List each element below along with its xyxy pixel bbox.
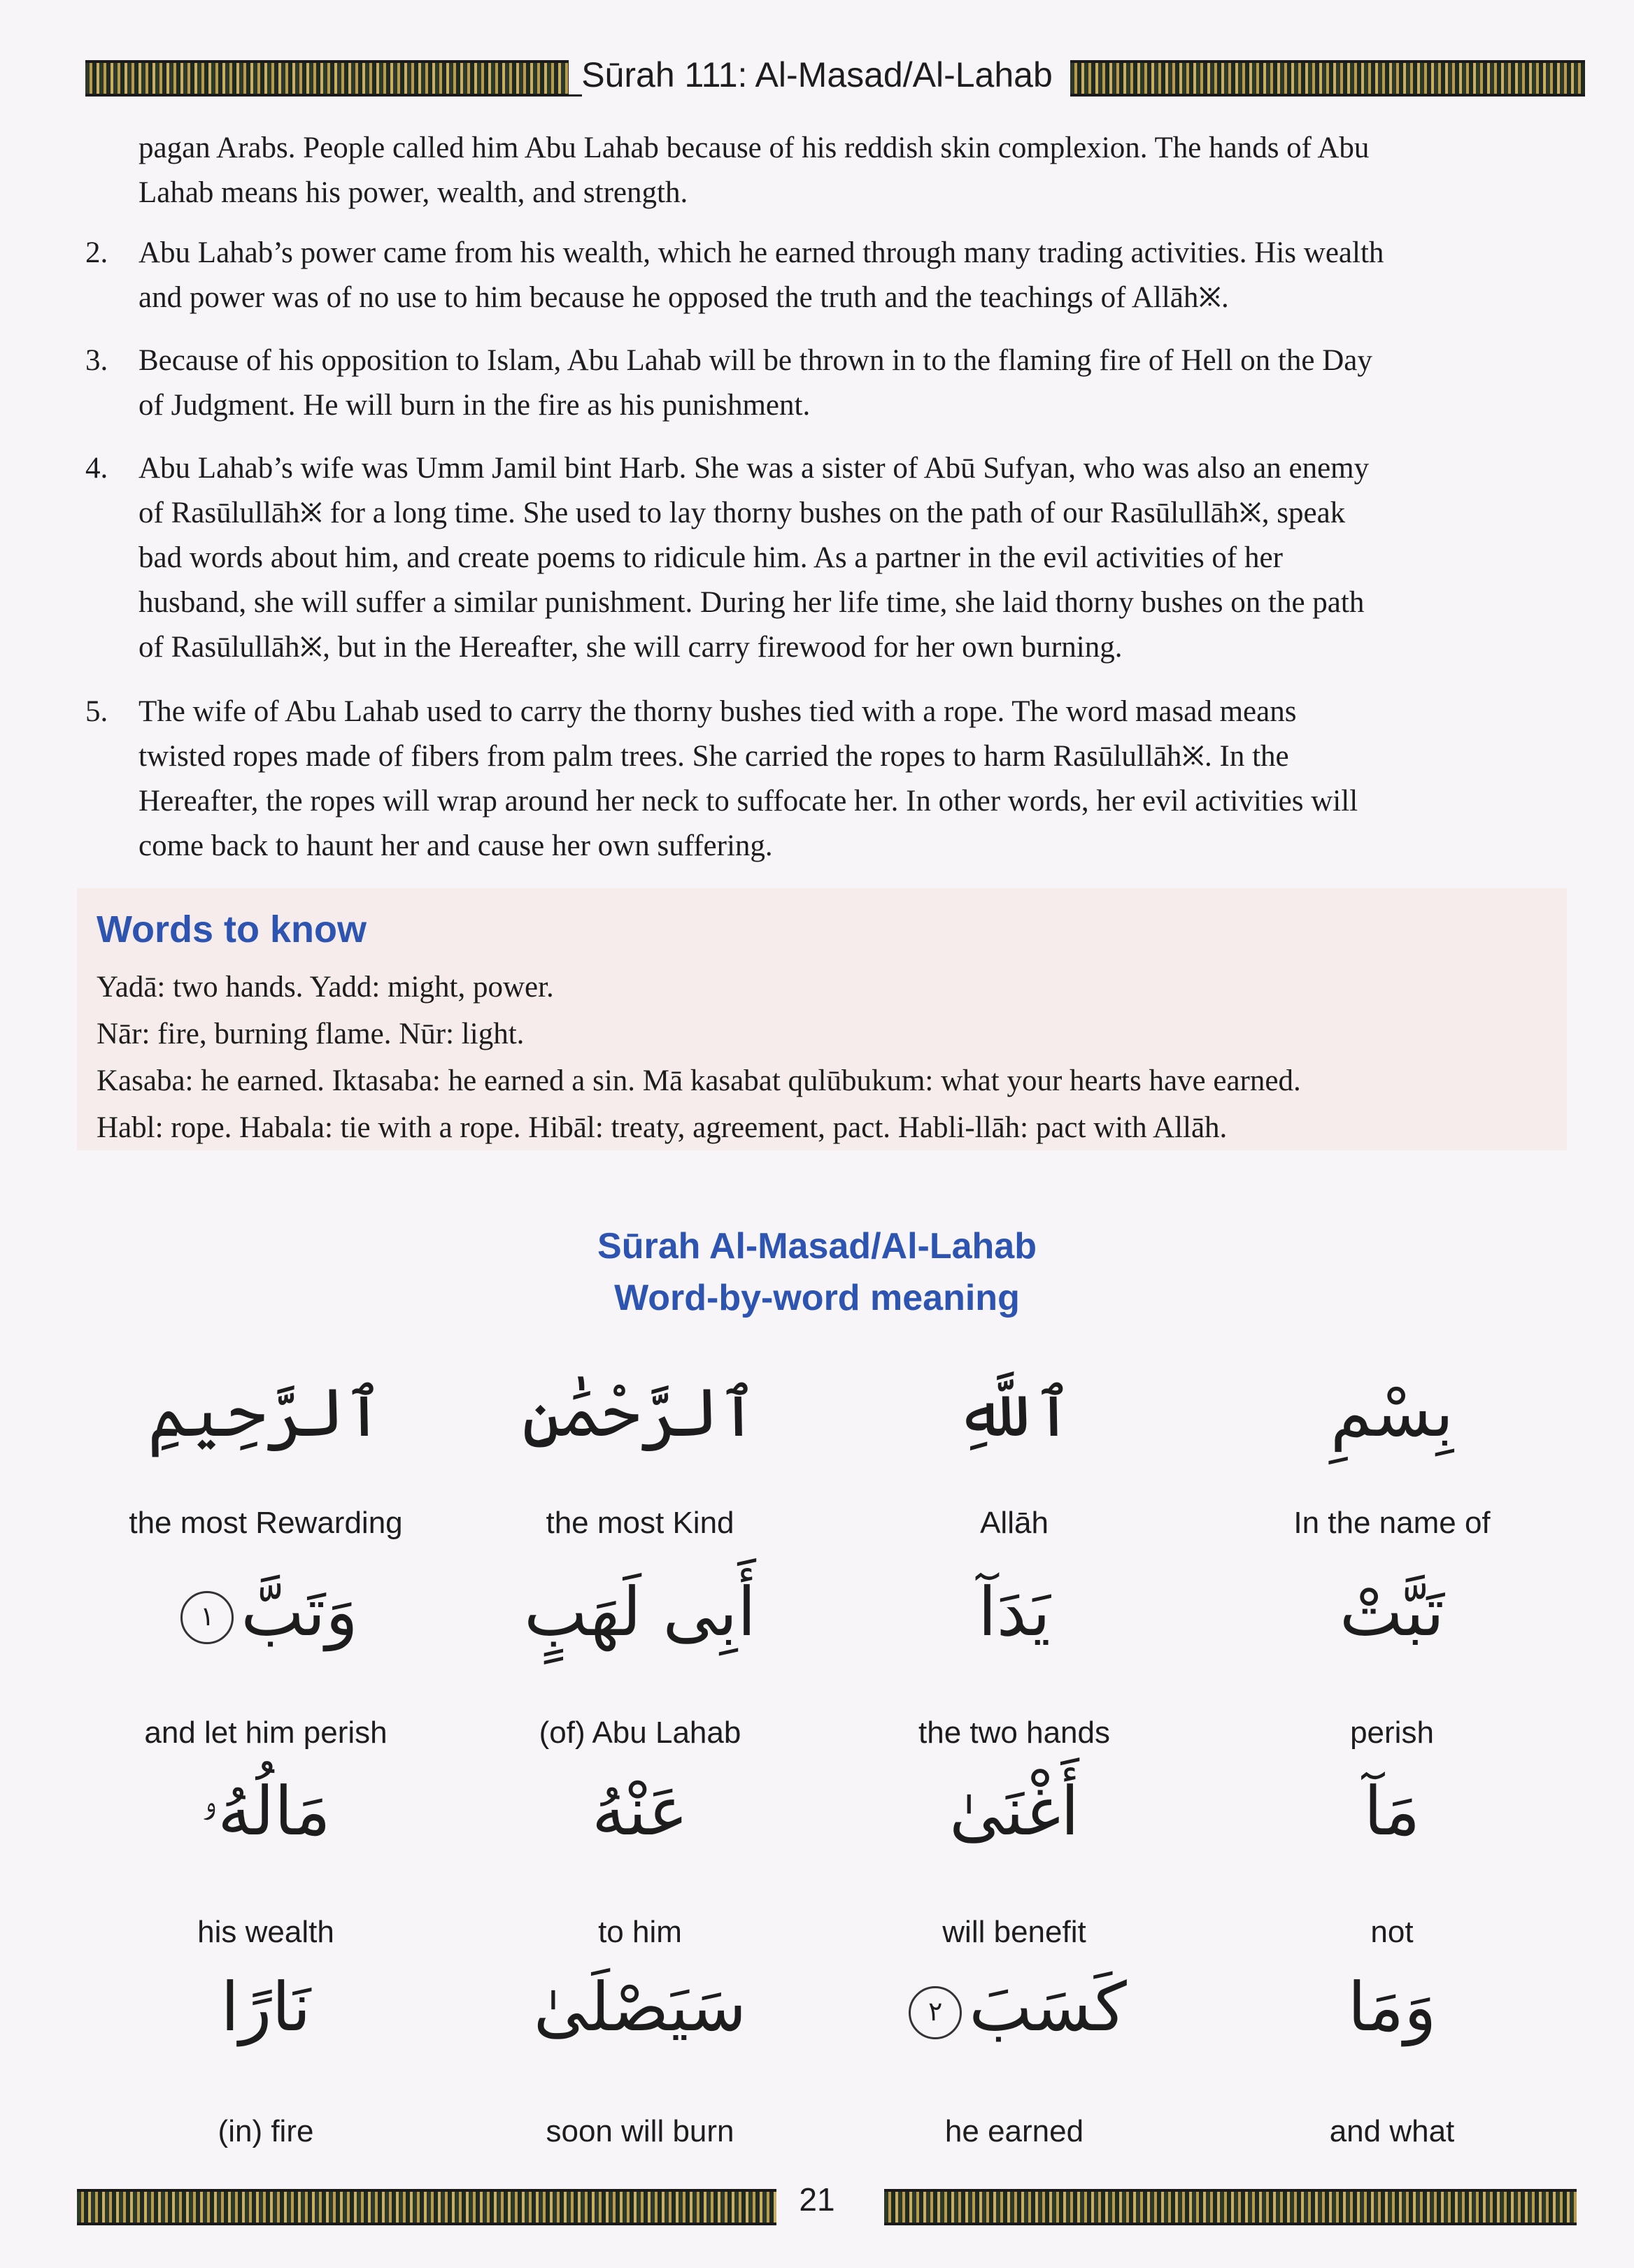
arabic-word-text: أَغْنَىٰ	[949, 1772, 1079, 1850]
explanation-line: and power was of no use to him because he opposed the truth and the teachings of Allāh྿.	[138, 281, 1229, 314]
english-meaning: perish	[1350, 1716, 1434, 1750]
english-meaning: to him	[598, 1915, 682, 1949]
wbw-title-meaning: Word-by-word meaning	[614, 1278, 1020, 1318]
words-to-know-line: Nār: fire, burning flame. Nūr: light.	[97, 1018, 525, 1050]
english-meaning: and what	[1329, 2114, 1455, 2148]
words-to-know-title: Words to know	[97, 908, 367, 950]
arabic-word-text: أَبِى لَهَبٍ	[524, 1573, 756, 1651]
list-number: 3.	[85, 344, 108, 377]
arabic-word-text: عَنْهُ	[592, 1772, 688, 1850]
english-meaning: not	[1370, 1915, 1414, 1949]
english-meaning: In the name of	[1293, 1506, 1491, 1540]
english-meaning: (in) fire	[218, 2114, 314, 2148]
explanation-line: Abu Lahab’s power came from his wealth, which he earned through many trading activities. His wealth	[138, 236, 1384, 269]
list-number: 5.	[85, 695, 108, 728]
explanation-line: of Rasūlullāh྿, but in the Hereafter, she will carry firewood for her own burning.	[138, 631, 1123, 664]
arabic-word-text: تَبَّتْ	[1340, 1573, 1444, 1651]
arabic-word-text: ٱلرَّحْمَٰنِ	[522, 1374, 758, 1452]
words-to-know-line: Habl: rope. Habala: tie with a rope. Hibāl: treaty, agreement, pact. Habli-llāh: pact with Allāh.	[97, 1111, 1228, 1144]
explanation-line: Lahab means his power, wealth, and strength.	[138, 176, 688, 209]
english-meaning: the most Rewarding	[129, 1506, 403, 1540]
arabic-word	[1210, 1570, 1574, 1654]
english-meaning: Allāh	[980, 1506, 1049, 1540]
arabic-word	[832, 1769, 1196, 1853]
arabic-word	[458, 1570, 822, 1654]
arabic-word-text: كَسَبَ	[969, 1968, 1127, 2046]
arabic-word-text: سَيَصْلَىٰ	[533, 1968, 747, 2046]
explanation-line: Abu Lahab’s wife was Umm Jamil bint Harb. She was a sister of Abū Sufyan, who was also an enemy	[138, 452, 1370, 485]
english-meaning: his wealth	[197, 1915, 334, 1949]
explanation-line: husband, she will suffer a similar punishment. During her life time, she laid thorny bushes on the path	[138, 586, 1365, 619]
english-meaning: the most Kind	[546, 1506, 734, 1540]
explanation-line: The wife of Abu Lahab used to carry the thorny bushes tied with a rope. The word masad means	[138, 695, 1297, 728]
arabic-word-text: مَالُهُۥ	[201, 1772, 331, 1850]
list-number: 4.	[85, 452, 108, 485]
ayah-number-marker: ١	[180, 1591, 234, 1644]
explanation-line: bad words about him, and create poems to ridicule him. As a partner in the evil activities of her	[138, 541, 1283, 574]
arabic-word-text: بِسْمِ	[1330, 1374, 1454, 1452]
arabic-word	[832, 1570, 1196, 1654]
arabic-word-text: يَدَآ	[978, 1573, 1051, 1651]
arabic-word	[84, 1371, 448, 1455]
words-to-know-line: Kasaba: he earned. Iktasaba: he earned a sin. Mā kasabat qulūbukum: what your hearts have earned.	[97, 1064, 1301, 1097]
arabic-word-text: ٱلرَّحِيمِ	[148, 1374, 384, 1452]
explanation-line: pagan Arabs. People called him Abu Lahab because of his reddish skin complexion. The hands of Abu	[138, 131, 1370, 164]
page-number: 21	[799, 2181, 835, 2218]
arabic-word	[1210, 1371, 1574, 1455]
arabic-word	[1210, 1965, 1574, 2049]
english-meaning: will benefit	[942, 1915, 1086, 1949]
arabic-word	[84, 1570, 448, 1654]
wbw-title-surah: Sūrah Al-Masad/Al-Lahab	[597, 1226, 1037, 1267]
ayah-number-marker: ٢	[909, 1986, 962, 2039]
arabic-word	[832, 1371, 1196, 1455]
explanation-line: come back to haunt her and cause her own suffering.	[138, 829, 773, 862]
english-meaning: (of) Abu Lahab	[539, 1716, 741, 1750]
arabic-word	[84, 1769, 448, 1853]
arabic-word	[1210, 1769, 1574, 1853]
arabic-word-text: وَمَا	[1347, 1968, 1437, 2046]
english-meaning: and let him perish	[144, 1716, 388, 1750]
english-meaning: the two hands	[918, 1716, 1110, 1750]
arabic-word	[458, 1371, 822, 1455]
arabic-word	[832, 1965, 1196, 2049]
arabic-word-text: ٱللَّهِ	[955, 1374, 1074, 1452]
explanation-line: of Judgment. He will burn in the fire as his punishment.	[138, 389, 811, 422]
english-meaning: he earned	[944, 2114, 1084, 2148]
arabic-word	[458, 1965, 822, 2049]
list-number: 2.	[85, 236, 108, 269]
arabic-word-text: وَتَبَّ	[241, 1573, 358, 1651]
english-meaning: soon will burn	[546, 2114, 734, 2148]
explanation-line: twisted ropes made of fibers from palm trees. She carried the ropes to harm Rasūlullāh྿. In the	[138, 740, 1289, 773]
explanation-line: Because of his opposition to Islam, Abu Lahab will be thrown in to the flaming fire of Hell on the Day	[138, 344, 1372, 377]
arabic-word	[458, 1769, 822, 1853]
arabic-word-text: مَآ	[1363, 1772, 1421, 1850]
page-header-title: Sūrah 111: Al-Masad/Al-Lahab	[0, 55, 1634, 95]
arabic-word-text: نَارًا	[220, 1968, 311, 2046]
explanation-line: Hereafter, the ropes will wrap around her neck to suffocate her. In other words, her evil activities will	[138, 785, 1358, 818]
words-to-know-line: Yadā: two hands. Yadd: might, power.	[97, 971, 554, 1004]
explanation-line: of Rasūlullāh྿ for a long time. She used to lay thorny bushes on the path of our Rasūlullāh྿, speak	[138, 497, 1346, 529]
arabic-word	[84, 1965, 448, 2049]
